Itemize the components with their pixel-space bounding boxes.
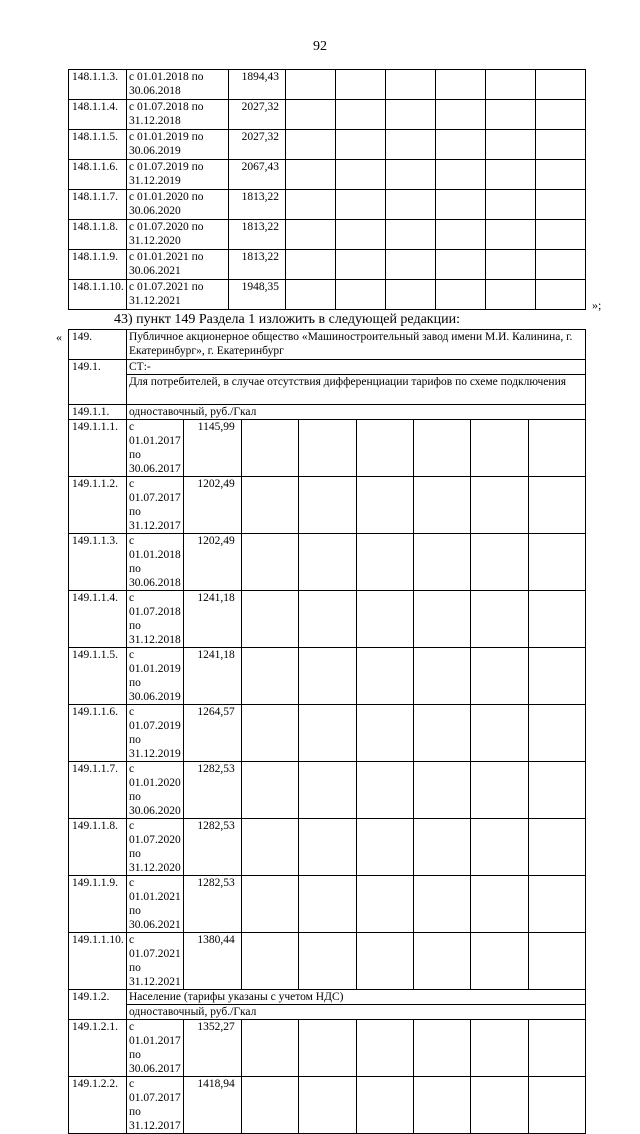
empty-cell bbox=[356, 1077, 413, 1134]
row-code: 149.1.1.7. bbox=[69, 762, 127, 819]
empty-cell bbox=[471, 819, 528, 876]
amendment-instruction: 43) пункт 149 Раздела 1 изложить в следующей редакции: bbox=[114, 312, 460, 327]
table-row-st bbox=[69, 360, 586, 375]
empty-cell bbox=[536, 70, 586, 100]
empty-cell bbox=[536, 190, 586, 220]
empty-cell bbox=[436, 220, 486, 250]
table-row bbox=[69, 477, 586, 534]
empty-cell bbox=[536, 130, 586, 160]
empty-cell bbox=[413, 1077, 470, 1134]
empty-cell bbox=[413, 534, 470, 591]
row-code: 148.1.1.6. bbox=[69, 160, 127, 190]
value-cell: 2027,32 bbox=[229, 130, 286, 160]
empty-cell bbox=[241, 591, 298, 648]
empty-cell bbox=[536, 280, 586, 310]
row-code: 148.1.1.4. bbox=[69, 100, 127, 130]
table-row bbox=[69, 705, 586, 762]
empty-cell bbox=[528, 648, 585, 705]
period-cell: с 01.07.2019 по 31.12.2019 bbox=[127, 160, 229, 190]
empty-cell bbox=[413, 876, 470, 933]
row-code: 148.1.1.3. bbox=[69, 70, 127, 100]
empty-cell bbox=[299, 648, 356, 705]
empty-cell bbox=[356, 705, 413, 762]
empty-cell bbox=[241, 648, 298, 705]
empty-cell bbox=[386, 220, 436, 250]
empty-cell bbox=[413, 933, 470, 990]
table-row bbox=[69, 933, 586, 990]
period-cell: с 01.07.2021 по 31.12.2021 bbox=[127, 933, 184, 990]
row-code: 148.1.1.5. bbox=[69, 130, 127, 160]
empty-cell bbox=[536, 160, 586, 190]
empty-cell bbox=[356, 933, 413, 990]
value-cell: 1241,18 bbox=[184, 648, 241, 705]
empty-cell bbox=[486, 130, 536, 160]
empty-cell bbox=[386, 280, 436, 310]
empty-cell bbox=[336, 280, 386, 310]
row-code: 149.1.1.5. bbox=[69, 648, 127, 705]
empty-cell bbox=[356, 591, 413, 648]
row-code: 149.1.1.10. bbox=[69, 933, 127, 990]
value-cell: 1202,49 bbox=[184, 534, 241, 591]
empty-cell bbox=[471, 648, 528, 705]
empty-cell bbox=[486, 100, 536, 130]
empty-cell bbox=[471, 591, 528, 648]
row-code: 149.1.1.8. bbox=[69, 819, 127, 876]
empty-cell bbox=[336, 190, 386, 220]
empty-cell bbox=[386, 250, 436, 280]
empty-cell bbox=[336, 250, 386, 280]
empty-cell bbox=[241, 762, 298, 819]
period-cell: с 01.01.2017 по 30.06.2017 bbox=[127, 1020, 184, 1077]
table-row bbox=[69, 648, 586, 705]
empty-cell bbox=[286, 130, 336, 160]
empty-cell bbox=[528, 762, 585, 819]
empty-cell bbox=[528, 1077, 585, 1134]
empty-cell bbox=[286, 100, 336, 130]
empty-cell bbox=[486, 250, 536, 280]
period-cell: с 01.01.2020 по 30.06.2020 bbox=[127, 762, 184, 819]
value-cell: 2067,43 bbox=[229, 160, 286, 190]
empty-cell bbox=[413, 762, 470, 819]
empty-cell bbox=[413, 477, 470, 534]
population-rate-label: одноставочный, руб./Гкал bbox=[127, 1005, 586, 1020]
row-code: 149.1.1.1. bbox=[69, 420, 127, 477]
row-code: 149.1.1.2. bbox=[69, 477, 127, 534]
empty-cell bbox=[471, 933, 528, 990]
st-label: СТ:- bbox=[127, 360, 586, 375]
table-row bbox=[69, 591, 586, 648]
empty-cell bbox=[471, 534, 528, 591]
table-row bbox=[69, 1077, 586, 1134]
table-row bbox=[69, 1020, 586, 1077]
period-cell: с 01.07.2021 по 31.12.2021 bbox=[127, 280, 229, 310]
value-cell: 1948,35 bbox=[229, 280, 286, 310]
empty-cell bbox=[528, 534, 585, 591]
empty-cell bbox=[299, 705, 356, 762]
value-cell: 1894,43 bbox=[229, 70, 286, 100]
empty-cell bbox=[286, 280, 336, 310]
closing-quote: »; bbox=[592, 298, 602, 312]
period-cell: с 01.01.2020 по 30.06.2020 bbox=[127, 190, 229, 220]
value-cell: 1202,49 bbox=[184, 477, 241, 534]
value-cell: 1282,53 bbox=[184, 762, 241, 819]
period-cell: с 01.07.2018 по 31.12.2018 bbox=[127, 100, 229, 130]
empty-cell bbox=[486, 220, 536, 250]
empty-cell bbox=[241, 477, 298, 534]
period-cell: с 01.01.2019 по 30.06.2019 bbox=[127, 130, 229, 160]
empty-cell bbox=[486, 160, 536, 190]
empty-cell bbox=[241, 420, 298, 477]
empty-cell bbox=[356, 876, 413, 933]
empty-cell bbox=[241, 1020, 298, 1077]
table-row-149 bbox=[69, 330, 586, 360]
table-row bbox=[69, 220, 586, 250]
empty-cell bbox=[528, 933, 585, 990]
period-cell: с 01.01.2021 по 30.06.2021 bbox=[127, 250, 229, 280]
empty-cell bbox=[356, 477, 413, 534]
value-cell: 1380,44 bbox=[184, 933, 241, 990]
row-code: 149.1.1.4. bbox=[69, 591, 127, 648]
empty-cell bbox=[299, 420, 356, 477]
row-code: 149.1.2.1. bbox=[69, 1020, 127, 1077]
table-row bbox=[69, 819, 586, 876]
empty-cell bbox=[299, 1077, 356, 1134]
value-cell: 1418,94 bbox=[184, 1077, 241, 1134]
empty-cell bbox=[299, 534, 356, 591]
single-rate-label: одноставочный, руб./Гкал bbox=[127, 405, 586, 420]
table-row bbox=[69, 160, 586, 190]
empty-cell bbox=[436, 190, 486, 220]
table-row bbox=[69, 420, 586, 477]
row-code: 148.1.1.10. bbox=[69, 280, 127, 310]
empty-cell bbox=[241, 1077, 298, 1134]
empty-cell bbox=[528, 420, 585, 477]
row-code: 148.1.1.8. bbox=[69, 220, 127, 250]
period-cell: с 01.01.2017 по 30.06.2017 bbox=[127, 420, 184, 477]
value-cell: 1813,22 bbox=[229, 220, 286, 250]
empty-cell bbox=[299, 762, 356, 819]
empty-cell bbox=[299, 591, 356, 648]
period-cell: с 01.07.2019 по 31.12.2019 bbox=[127, 705, 184, 762]
table-row-population bbox=[69, 990, 586, 1005]
empty-cell bbox=[436, 280, 486, 310]
empty-cell bbox=[471, 762, 528, 819]
period-cell: с 01.01.2018 по 30.06.2018 bbox=[127, 534, 184, 591]
empty-cell bbox=[536, 100, 586, 130]
empty-cell bbox=[356, 1020, 413, 1077]
consumers-note: Для потребителей, в случае отсутствия дифференциации тарифов по схеме подключения bbox=[127, 375, 586, 405]
empty-cell bbox=[436, 100, 486, 130]
empty-cell bbox=[528, 1020, 585, 1077]
table-row bbox=[69, 100, 586, 130]
empty-cell bbox=[536, 250, 586, 280]
empty-cell bbox=[286, 220, 336, 250]
value-cell: 1145,99 bbox=[184, 420, 241, 477]
row-code: 148.1.1.7. bbox=[69, 190, 127, 220]
empty-cell bbox=[286, 70, 336, 100]
empty-cell bbox=[241, 705, 298, 762]
empty-cell bbox=[436, 70, 486, 100]
table-row bbox=[69, 534, 586, 591]
empty-cell bbox=[386, 190, 436, 220]
empty-cell bbox=[336, 160, 386, 190]
empty-cell bbox=[386, 70, 436, 100]
empty-cell bbox=[299, 477, 356, 534]
empty-cell bbox=[528, 876, 585, 933]
table-row bbox=[69, 70, 586, 100]
table-row bbox=[69, 280, 586, 310]
row-code: 149.1.2. bbox=[69, 990, 127, 1020]
empty-cell bbox=[299, 876, 356, 933]
empty-cell bbox=[471, 1020, 528, 1077]
value-cell: 2027,32 bbox=[229, 100, 286, 130]
table-row bbox=[69, 190, 586, 220]
empty-cell bbox=[471, 876, 528, 933]
empty-cell bbox=[436, 130, 486, 160]
row-code: 148.1.1.9. bbox=[69, 250, 127, 280]
empty-cell bbox=[299, 819, 356, 876]
empty-cell bbox=[386, 160, 436, 190]
empty-cell bbox=[528, 705, 585, 762]
empty-cell bbox=[413, 591, 470, 648]
empty-cell bbox=[336, 220, 386, 250]
empty-cell bbox=[486, 190, 536, 220]
tariff-table-149 bbox=[68, 329, 586, 1134]
period-cell: с 01.07.2017 по 31.12.2017 bbox=[127, 477, 184, 534]
organization-name: Публичное акционерное общество «Машиностроительный завод имени М.И. Калинина, г. Екатеринбург», г. Екатеринбург bbox=[127, 330, 586, 360]
empty-cell bbox=[413, 819, 470, 876]
empty-cell bbox=[413, 648, 470, 705]
empty-cell bbox=[241, 876, 298, 933]
table-row-population-rate bbox=[69, 1005, 586, 1020]
empty-cell bbox=[356, 534, 413, 591]
value-cell: 1282,53 bbox=[184, 819, 241, 876]
opening-quote: « bbox=[56, 330, 62, 344]
period-cell: с 01.01.2018 по 30.06.2018 bbox=[127, 70, 229, 100]
table-row bbox=[69, 876, 586, 933]
empty-cell bbox=[471, 420, 528, 477]
empty-cell bbox=[471, 477, 528, 534]
empty-cell bbox=[536, 220, 586, 250]
row-code: 149.1. bbox=[69, 360, 127, 405]
period-cell: с 01.07.2020 по 31.12.2020 bbox=[127, 220, 229, 250]
empty-cell bbox=[436, 250, 486, 280]
empty-cell bbox=[241, 534, 298, 591]
empty-cell bbox=[413, 420, 470, 477]
empty-cell bbox=[356, 819, 413, 876]
empty-cell bbox=[286, 160, 336, 190]
page-number: 92 bbox=[313, 39, 327, 54]
population-label: Население (тарифы указаны с учетом НДС) bbox=[127, 990, 586, 1005]
empty-cell bbox=[356, 648, 413, 705]
value-cell: 1352,27 bbox=[184, 1020, 241, 1077]
period-cell: с 01.07.2017 по 31.12.2017 bbox=[127, 1077, 184, 1134]
empty-cell bbox=[336, 70, 386, 100]
empty-cell bbox=[336, 100, 386, 130]
empty-cell bbox=[413, 1020, 470, 1077]
row-code: 149.1.1.3. bbox=[69, 534, 127, 591]
empty-cell bbox=[471, 705, 528, 762]
table-row bbox=[69, 250, 586, 280]
empty-cell bbox=[241, 933, 298, 990]
empty-cell bbox=[299, 933, 356, 990]
row-code: 149.1.2.2. bbox=[69, 1077, 127, 1134]
table-row-consumers-note bbox=[69, 375, 586, 405]
empty-cell bbox=[356, 420, 413, 477]
empty-cell bbox=[241, 819, 298, 876]
row-code: 149.1.1. bbox=[69, 405, 127, 420]
empty-cell bbox=[413, 705, 470, 762]
value-cell: 1813,22 bbox=[229, 250, 286, 280]
tariff-table-148 bbox=[68, 69, 586, 310]
empty-cell bbox=[299, 1020, 356, 1077]
empty-cell bbox=[471, 1077, 528, 1134]
empty-cell bbox=[528, 477, 585, 534]
empty-cell bbox=[528, 819, 585, 876]
row-code: 149.1.1.6. bbox=[69, 705, 127, 762]
value-cell: 1813,22 bbox=[229, 190, 286, 220]
value-cell: 1264,57 bbox=[184, 705, 241, 762]
empty-cell bbox=[336, 130, 386, 160]
period-cell: с 01.01.2019 по 30.06.2019 bbox=[127, 648, 184, 705]
value-cell: 1241,18 bbox=[184, 591, 241, 648]
value-cell: 1282,53 bbox=[184, 876, 241, 933]
empty-cell bbox=[386, 100, 436, 130]
table-row bbox=[69, 762, 586, 819]
table-row-single-rate bbox=[69, 405, 586, 420]
empty-cell bbox=[436, 160, 486, 190]
period-cell: с 01.01.2021 по 30.06.2021 bbox=[127, 876, 184, 933]
row-code: 149.1.1.9. bbox=[69, 876, 127, 933]
table-row bbox=[69, 130, 586, 160]
empty-cell bbox=[528, 591, 585, 648]
empty-cell bbox=[386, 130, 436, 160]
period-cell: с 01.07.2018 по 31.12.2018 bbox=[127, 591, 184, 648]
period-cell: с 01.07.2020 по 31.12.2020 bbox=[127, 819, 184, 876]
row-code: 149. bbox=[69, 330, 127, 360]
empty-cell bbox=[286, 250, 336, 280]
empty-cell bbox=[486, 280, 536, 310]
empty-cell bbox=[356, 762, 413, 819]
empty-cell bbox=[486, 70, 536, 100]
empty-cell bbox=[286, 190, 336, 220]
